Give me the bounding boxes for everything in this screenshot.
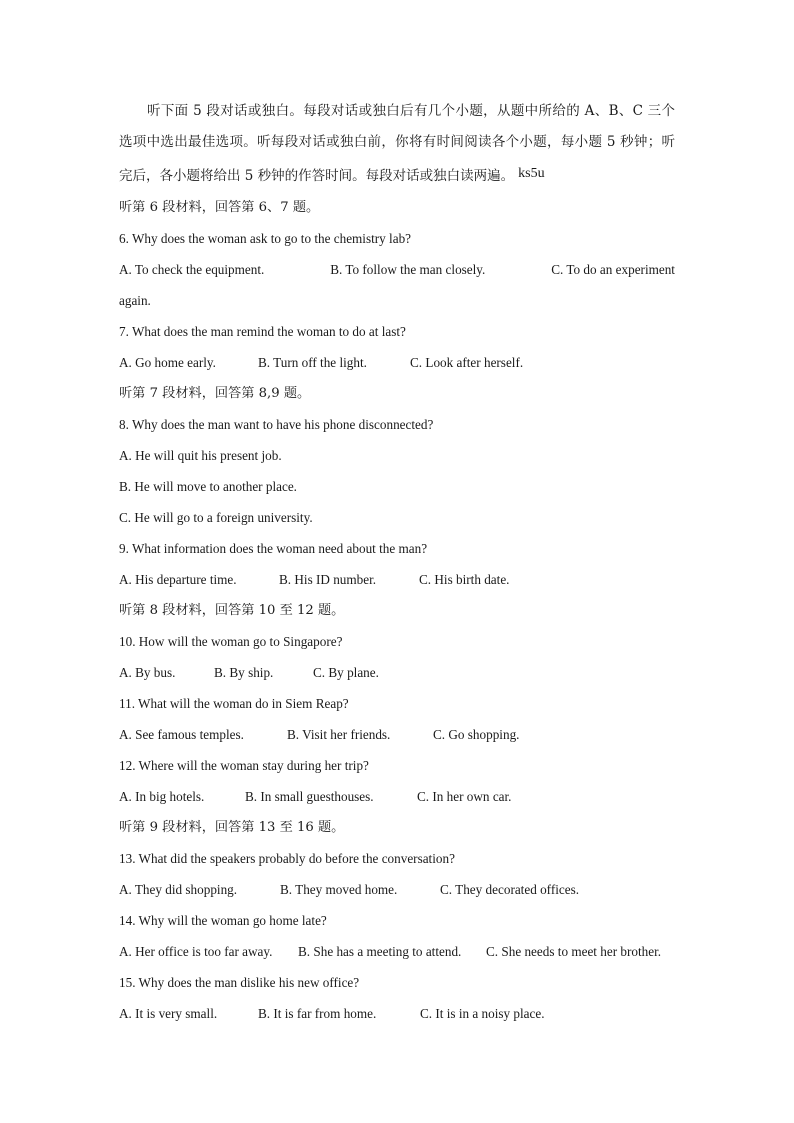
- question-options: [119, 719, 675, 750]
- question-options: [119, 936, 675, 967]
- option-c: C. To do an experiment: [551, 262, 675, 277]
- option-b: B. His ID number.: [279, 572, 377, 587]
- option-c: C. Look after herself.: [410, 355, 524, 370]
- question-stem: 9. What information does the woman need about the man?: [119, 541, 428, 556]
- option-b: B. He will move to another place.: [119, 479, 297, 494]
- option-c: C. It is in a noisy place.: [420, 1006, 545, 1021]
- section-heading: 听第 8 段材料，回答第 10 至 12 题。: [119, 603, 345, 618]
- question-options: [119, 781, 675, 812]
- option-a: A. He will quit his present job.: [119, 448, 282, 463]
- option-a: A. They did shopping.: [119, 882, 238, 897]
- document-page: [119, 96, 675, 1029]
- question-options: [119, 657, 675, 688]
- option-b: B. She has a meeting to attend.: [298, 944, 462, 959]
- option-c: C. His birth date.: [419, 572, 510, 587]
- option-a: A. Her office is too far away.: [119, 944, 273, 959]
- section-heading: 听第 6 段材料，回答第 6、7 题。: [119, 200, 320, 215]
- option-b: B. They moved home.: [280, 882, 398, 897]
- question-stem: 7. What does the man remind the woman to do at last?: [119, 324, 406, 339]
- option-a: A. See famous temples.: [119, 727, 244, 742]
- option-b: B. It is far from home.: [258, 1006, 377, 1021]
- option-a: A. His departure time.: [119, 572, 237, 587]
- question-stem: 6. Why does the woman ask to go to the chemistry lab?: [119, 231, 412, 246]
- watermark: ks5u: [518, 166, 545, 181]
- option-c: C. In her own car.: [417, 789, 512, 804]
- option-c: C. By plane.: [313, 665, 379, 680]
- section-heading: 听第 9 段材料，回答第 13 至 16 题。: [119, 820, 345, 835]
- question-stem: 11. What will the woman do in Siem Reap?: [119, 696, 349, 711]
- question-options: [119, 564, 675, 595]
- option-b: B. In small guesthouses.: [245, 789, 374, 804]
- option-a: A. By bus.: [119, 665, 176, 680]
- section-heading: 听第 7 段材料，回答第 8,9 题。: [119, 386, 311, 401]
- question-options: [119, 254, 675, 285]
- question-stem: 15. Why does the man dislike his new office?: [119, 975, 360, 990]
- option-a: A. Go home early.: [119, 355, 216, 370]
- option-c: C. They decorated offices.: [440, 882, 580, 897]
- option-b: B. Turn off the light.: [258, 355, 367, 370]
- option-b: B. To follow the man closely.: [330, 262, 486, 277]
- instructions-paragraph: [119, 96, 675, 192]
- option-a: A. In big hotels.: [119, 789, 205, 804]
- question-stem: 10. How will the woman go to Singapore?: [119, 634, 343, 649]
- option-a: A. It is very small.: [119, 1006, 218, 1021]
- option-a: A. To check the equipment.: [119, 262, 265, 277]
- question-options: [119, 998, 675, 1029]
- option-c: C. He will go to a foreign university.: [119, 510, 313, 525]
- question-stem: 12. Where will the woman stay during her trip?: [119, 758, 369, 773]
- question-stem: 14. Why will the woman go home late?: [119, 913, 327, 928]
- question-options: [119, 347, 675, 378]
- option-b: B. Visit her friends.: [287, 727, 391, 742]
- option-b: B. By ship.: [214, 665, 274, 680]
- question-stem: 8. Why does the man want to have his phone disconnected?: [119, 417, 434, 432]
- option-continuation: again.: [119, 293, 151, 308]
- question-stem: 13. What did the speakers probably do before the conversation?: [119, 851, 455, 866]
- option-c: C. Go shopping.: [433, 727, 520, 742]
- option-c: C. She needs to meet her brother.: [486, 944, 662, 959]
- question-options: [119, 874, 675, 905]
- instructions-text: 听下面 5 段对话或独白。每段对话或独白后有几个小题，从题中所给的 A、B、C 三个选项中选出最佳选项。听每段对话或独白前，你将有时间阅读各个小题，每小题 5 秒钟；听完后，各小题将给出 5 秒钟的作答时间。每段对话或独白读两遍。: [119, 103, 675, 184]
